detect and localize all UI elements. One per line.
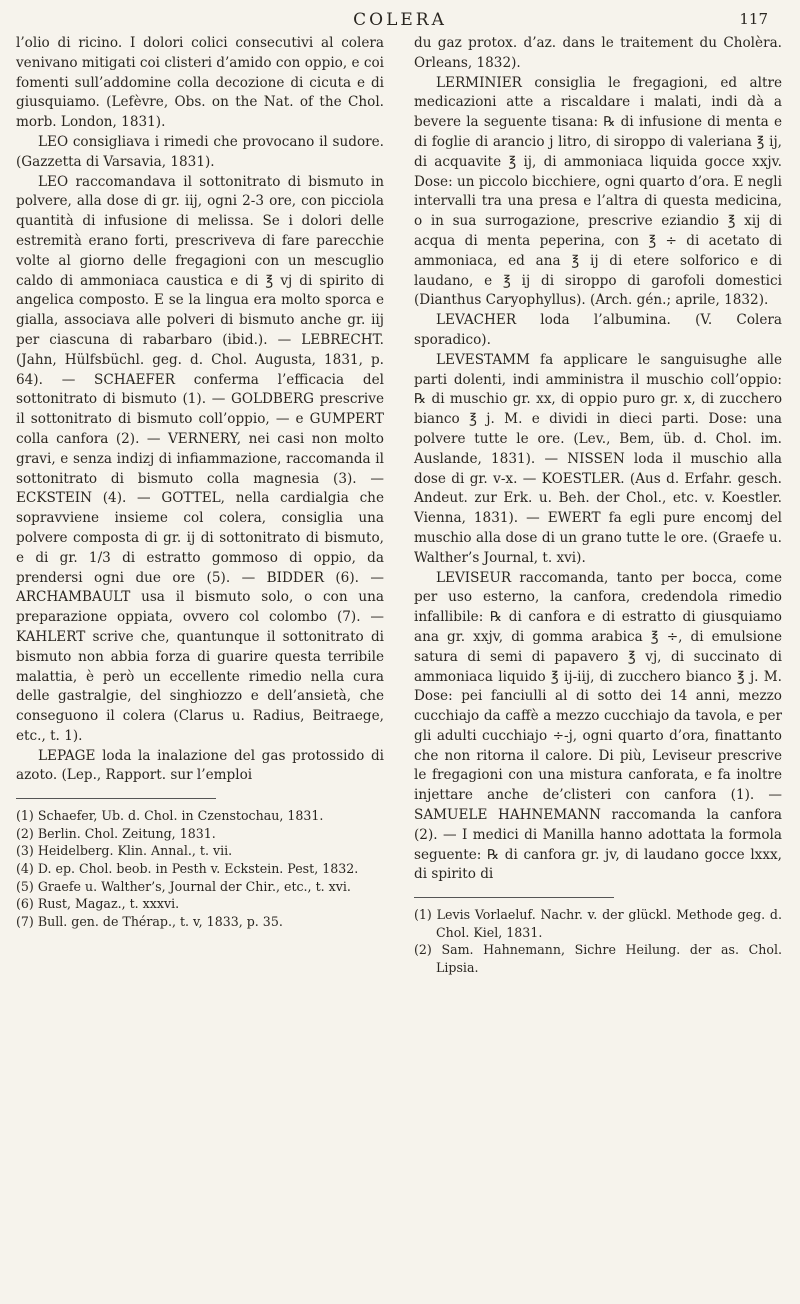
footnote: (7) Bull. gen. de Thérap., t. v, 1833, p. 35. — [16, 913, 283, 929]
paragraph: LEPAGE loda la inalazione del gas protossido di azoto. (Lep., Rapport. sur l’emploi — [16, 747, 384, 784]
paragraph: LEVESTAMM fa applicare le sanguisughe alle parti dolenti, indi amministra il muschio coll’oppio: ℞ di muschio gr. xx, di oppio puro gr. x, di zucchero bianco ℥ j. M. e dividi in dieci parti. Dose: una polvere tutte le ore. (Lev., Bem, üb. d. Chol. im. Auslande, 1831). — NISSEN loda il muschio alla dose di gr. v-x. — KOESTLER. (Aus d. Erfahr. gesch. Andeut. zur Erk. u. Beh. der Chol., etc. v. Koestler. Vienna, 1831). — EWERT fa egli pure encomj del muschio alla dose di un grano tutte le ore. (Graefe u. Walther’s Journal, t. xvi). — [414, 351, 782, 566]
footnotes — [414, 906, 782, 976]
footnote: (2) Sam. Hahnemann, Sichre Heilung. der as. Chol. Lipsia. — [414, 942, 782, 976]
footnote: (3) Heidelberg. Klin. Annal., t. vii. — [16, 843, 233, 859]
running-title: COLERA — [353, 10, 447, 30]
paragraph: l’olio di ricino. I dolori colici consecutivi al colera venivano mitigati coi clisteri d’amido con oppio, e coi fomenti sull’addomine colla decozione di cicuta e di giusquiamo. (Lefèvre, Obs. on the Nat. of the Chol. morb. London, 1831). — [16, 35, 385, 131]
footnote-divider — [414, 897, 614, 898]
footnote: (4) D. ep. Chol. beob. in Pesth v. Eckstein. Pest, 1832. — [16, 861, 359, 877]
footnote-divider — [16, 798, 216, 799]
right-column — [414, 34, 782, 977]
paragraph: LEVISEUR raccomanda, tanto per bocca, come per uso esterno, la canfora, credendola rimedio infallibile: ℞ di canfora e di estratto di giusquiamo ana gr. xxjv, di gomma arabica ℥ ÷, di emulsione satura di semi di papavero ℥ vj, di succinato di ammoniaca liquido ℥ ij-iij, di zucchero bianco ℥ j. M. Dose: pei fanciulli al di sotto dei 14 anni, mezzo cucchiajo da caffè a mezzo cucchiajo da tavola, e per gli adulti cucchiajo ÷-j, ogni quarto d’ora, finattanto che non ritorna il calore. Di più, Leviseur prescrive le fregagioni con una mistura canforata, e fa inoltre injettare anche de’clisteri con canfora (1). — SAMUELE HAHNEMANN raccomanda la canfora (2). — I medici di Manilla hanno adottata la formola seguente: ℞ di canfora gr. jv, di laudano gocce lxxx, di spirito di — [414, 569, 782, 883]
footnote: (1) Schaefer, Ub. d. Chol. in Czenstochau, 1831. — [16, 808, 324, 824]
paragraph: LEO raccomandava il sottonitrato di bismuto in polvere, alla dose di gr. iij, ogni 2-3 ore, con picciola quantità di infusione di melissa. Se i dolori delle estremità erano forti, prescriveva di fare parecchie volte al giorno delle fregagioni con un mescuglio caldo di ammoniaca caustica e di ℥ vj di spirito di angelica composto. E se la lingua era molto sporca e gialla, associava alle polveri di bismuto anche gr. iij per ciascuna di rabarbaro (ibid.). — LEBRECHT. (Jahn, Hülfsbüchl. geg. d. Chol. Augusta, 1831, p. 64). — SCHAEFER conferma l’efficacia del sottonitrato di bismuto (1). — GOLDBERG prescrive il sottonitrato di bismuto coll’oppio, — e GUMPERT colla canfora (2). — VERNERY, nei casi non molto gravi, e senza indizj di infiammazione, raccomanda il sottonitrato di bismuto colla magnesia (3). — ECKSTEIN (4). — GOTTEL, nella cardialgia che sopravviene insieme col colera, consiglia una polvere composta di gr. ij di sottonitrato di bismuto, e di gr. 1/3 di estratto gommoso di oppio, da prendersi ogni due ore (5). — BIDDER (6). — ARCHAMBAULT usa il bismuto solo, o con una preparazione oppiata, ovvero col colombo (7). — KAHLERT scrive che, quantunque il sottonitrato di bismuto non abbia forza di guarire questa terribile malattia, è però un eccellente rimedio nella cura delle gastralgie, del singhiozzo e dell’ansietà, che conseguono il colera (Clarus u. Radius, Beitraege, etc., t. 1). — [16, 173, 384, 744]
paragraph: LEVACHER loda l’albumina. (V. Colera sporadico). — [414, 312, 782, 348]
paragraph: LERMINIER consiglia le fregagioni, ed altre medicazioni atte a riscaldare i malati, indi dà a bevere la seguente tisana: ℞ di infusione di menta e di foglie di arancio j litro, di siroppo di valeriana ℥ ij, di acquavite ℥ ij, di ammoniaca liquida gocce xxjv. Dose: un piccolo bicchiere, ogni quarto d’ora. E negli intervalli tra una presa e l’altra di questa medicina, o in sua surrogazione, prescrive eziandio ℥ xij di acqua di menta peperina, con ℥ ÷ di acetato di ammoniaca, ed ana ℥ ij di etere solforico e di laudano, e ℥ ij di siroppo di garofoli domestici (Dianthus Caryophyllus). (Arch. gén.; aprile, 1832). — [414, 74, 782, 309]
page-number: 117 — [739, 10, 768, 28]
footnote: (2) Berlin. Chol. Zeitung, 1831. — [16, 825, 216, 841]
paragraph: LEO consigliava i rimedi che provocano il sudore. (Gazzetta di Varsavia, 1831). — [16, 133, 384, 170]
footnote: (5) Graefe u. Walther’s, Journal der Chir., etc., t. xvi. — [16, 878, 351, 894]
footnote: (6) Rust, Magaz., t. xxxvi. — [16, 896, 180, 912]
paragraph: du gaz protox. d’az. dans le traitement du Cholèra. Orleans, 1832). — [414, 35, 782, 71]
left-column — [16, 34, 384, 930]
footnote: (1) Levis Vorlaeluf. Nachr. v. der glückl. Methode geg. d. Chol. Kiel, 1831. — [414, 907, 782, 940]
footnotes — [16, 807, 384, 930]
